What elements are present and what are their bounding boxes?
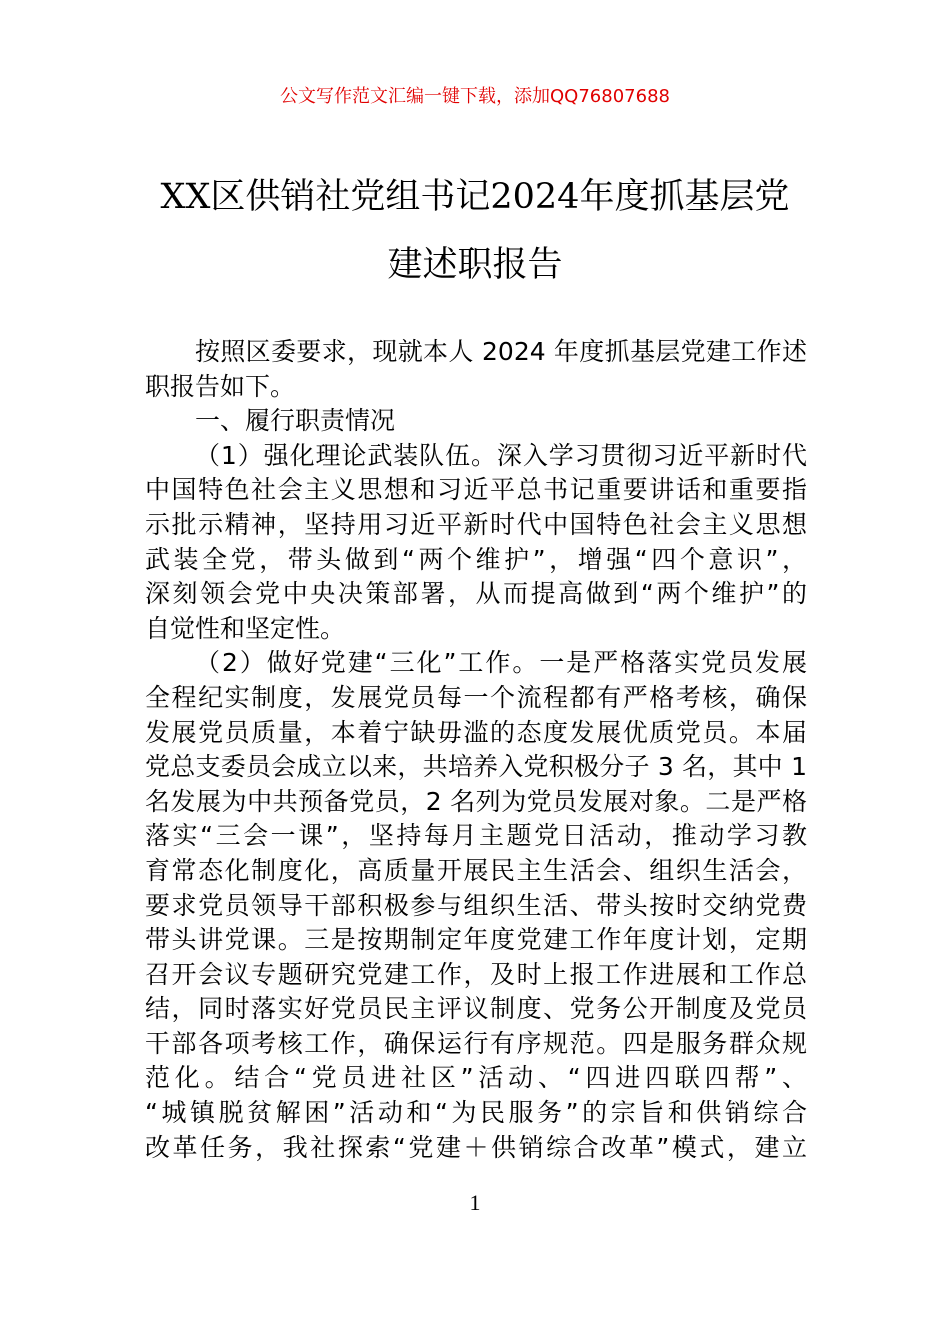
body-text-line: 名发展为中共预备党员，2 名列为党员发展对象。二是严格 [145, 786, 807, 816]
body-text-line: 发展党员质量，本着宁缺毋滥的态度发展优质党员。本届 [145, 717, 807, 747]
body-text-line: 要求党员领导干部积极参与组织生活、带头按时交纳党费 [145, 890, 807, 920]
body-text-line: 武装全党，带头做到“两个维护”，增强“四个意识”， [145, 544, 807, 574]
document-title-line-1: XX区供销社党组书记2024年度抓基层党 [160, 177, 790, 217]
body-text-line: 党总支委员会成立以来，共培养入党积极分子 3 名，其中 1 [145, 752, 807, 782]
body-text-line: （1）强化理论武装队伍。深入学习贯彻习近平新时代 [195, 440, 807, 470]
body-text-line: 范化。结合“党员进社区”活动、“四进四联四帮”、 [145, 1063, 807, 1093]
body-text-line: 示批示精神，坚持用习近平新时代中国特色社会主义思想 [145, 509, 807, 539]
body-text-line: 一、履行职责情况 [195, 406, 396, 436]
body-text-line: “城镇脱贫解困”活动和“为民服务”的宗旨和供销综合 [145, 1098, 807, 1128]
body-text-line: 带头讲党课。三是按期制定年度党建工作年度计划，定期 [145, 925, 807, 955]
document-title-line-2: 建述职报告 [387, 245, 563, 285]
body-text-line: 深刻领会党中央决策部署，从而提高做到“两个维护”的 [145, 579, 807, 609]
document-body [145, 335, 807, 1165]
body-text-line: （2）做好党建“三化”工作。一是严格落实党员发展 [195, 648, 807, 678]
body-text-line: 全程纪实制度，发展党员每一个流程都有严格考核，确保 [145, 682, 807, 712]
body-text-line: 职报告如下。 [145, 371, 296, 401]
body-text-line: 召开会议专题研究党建工作，及时上报工作进展和工作总 [145, 959, 807, 989]
body-text-line: 按照区委要求，现就本人 2024 年度抓基层党建工作述 [195, 337, 807, 366]
body-text-line: 育常态化制度化，高质量开展民主生活会、组织生活会， [145, 855, 807, 885]
page-number: 1 [469, 1190, 481, 1215]
body-text-line: 落实“三会一课”，坚持每月主题党日活动，推动学习教 [145, 821, 807, 851]
body-text-line: 干部各项考核工作，确保运行有序规范。四是服务群众规 [145, 1028, 807, 1058]
body-text-line: 改革任务，我社探索“党建＋供销综合改革”模式，建立 [145, 1132, 807, 1162]
body-text-line: 自觉性和坚定性。 [145, 613, 346, 643]
body-text-line: 中国特色社会主义思想和习近平总书记重要讲话和重要指 [145, 475, 807, 505]
download-watermark: 公文写作范文汇编一键下载，添加QQ76807688 [280, 86, 670, 107]
body-text-line: 结，同时落实好党员民主评议制度、党务公开制度及党员 [145, 994, 807, 1024]
